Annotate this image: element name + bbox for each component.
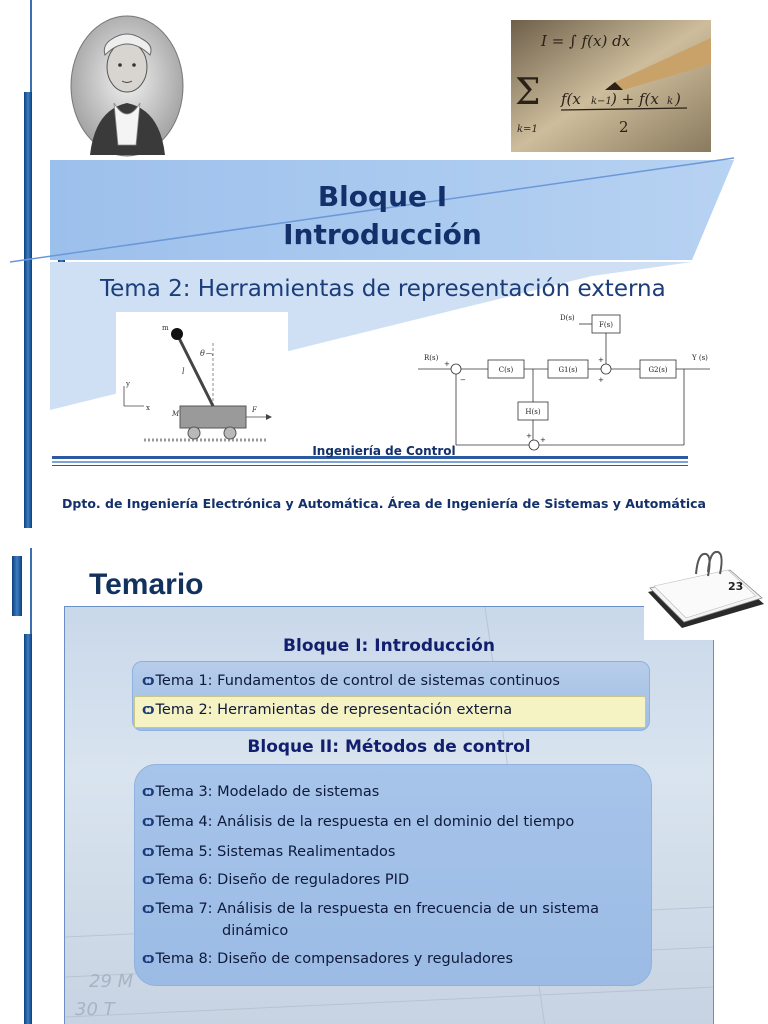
svg-text:) + f(x: ) + f(x <box>611 90 659 108</box>
sum1-plus: + <box>444 360 450 368</box>
output-label: Y (s) <box>692 354 708 362</box>
topic-item-8 <box>142 951 513 967</box>
topic-item-6 <box>142 872 409 888</box>
bullet-icon: ѻ <box>142 872 155 888</box>
portrait-image <box>70 15 184 157</box>
svg-text:k=1: k=1 <box>517 124 538 135</box>
topic-item-7-continuation: dinámico <box>222 923 289 939</box>
svg-text:30 T: 30 T <box>75 999 115 1020</box>
topic-item-1 <box>142 673 560 689</box>
svg-text:I = ∫ f(x) dx: I = ∫ f(x) dx <box>541 32 631 50</box>
topic-text: Tema 7: Análisis de la respuesta en frecuencia de un sistema <box>155 901 600 917</box>
bullet-icon: ѻ <box>142 784 155 800</box>
x-axis-label: x <box>146 404 150 412</box>
svg-text:): ) <box>675 90 681 108</box>
sum3-plus-top: + <box>526 432 532 440</box>
svg-text:Σ: Σ <box>515 72 541 113</box>
sum3-plus-right: + <box>540 436 546 444</box>
topic-text: Tema 8: Diseño de compensadores y reguladores <box>155 951 514 967</box>
left-accent-bar <box>24 634 32 1024</box>
topic-item-2 <box>142 702 512 718</box>
block-diagram <box>414 310 714 456</box>
bullet-icon: ѻ <box>142 702 155 718</box>
slide-title-line2: Introducción <box>283 218 482 251</box>
disturbance-label: D(s) <box>560 314 575 322</box>
bullet-icon: ѻ <box>142 673 155 689</box>
left-accent-bar-top <box>12 556 22 616</box>
plant2-block-label: G2(s) <box>648 366 668 374</box>
bullet-icon: ѻ <box>142 844 155 860</box>
input-label: R(s) <box>424 354 439 362</box>
force-label: F <box>252 406 257 414</box>
course-name: Ingeniería de Control <box>312 444 456 458</box>
topic-text: Tema 1: Fundamentos de control de sistemas continuos <box>155 673 560 689</box>
svg-text:f(x: f(x <box>561 90 581 108</box>
mass-label: m <box>162 324 169 332</box>
topic-item-4 <box>142 814 574 830</box>
y-axis-label: y <box>126 380 130 388</box>
topic-text: Tema 3: Modelado de sistemas <box>155 784 380 800</box>
calendar-date: 23 <box>728 580 744 593</box>
topic-text: Tema 4: Análisis de la respuesta en el dominio del tiempo <box>155 814 575 830</box>
syllabus-slide <box>0 548 768 1024</box>
bullet-icon: ѻ <box>142 951 155 967</box>
length-label: l <box>182 367 185 376</box>
sum2-plus-top: + <box>598 356 604 364</box>
formula-photo <box>511 20 711 152</box>
topic-text: Tema 2: Herramientas de representación externa <box>155 702 513 718</box>
svg-text:k: k <box>667 96 674 107</box>
slide-title: Temario <box>89 568 204 601</box>
slide-title-line1: Bloque I <box>317 180 448 213</box>
footer-rule-mid <box>52 461 688 463</box>
bullet-icon: ѻ <box>142 901 155 917</box>
bullet-icon: ѻ <box>142 814 155 830</box>
plant1-block-label: G1(s) <box>558 366 578 374</box>
sensor-block-label: H(s) <box>525 408 541 416</box>
topic-text: Tema 6: Diseño de reguladores PID <box>155 872 410 888</box>
topic-item-5 <box>142 844 395 860</box>
footer-rule-bottom <box>52 465 688 466</box>
feedforward-block-label: F(s) <box>599 321 613 329</box>
svg-text:2: 2 <box>619 118 629 136</box>
sum1-minus: − <box>460 376 466 384</box>
svg-text:k−1: k−1 <box>591 96 612 107</box>
svg-text:29 M: 29 M <box>89 971 134 992</box>
topic-text: Tema 5: Sistemas Realimentados <box>155 844 396 860</box>
block1-heading: Bloque I: Introducción <box>283 636 495 656</box>
slide-subtitle: Tema 2: Herramientas de representación externa <box>100 276 666 302</box>
topic-item-7 <box>142 901 599 917</box>
pendulum-cart-diagram <box>116 312 288 452</box>
theta-label: θ <box>200 349 205 358</box>
desk-calendar-image <box>644 548 768 640</box>
department-name: Dpto. de Ingeniería Electrónica y Automática. Área de Ingeniería de Sistemas y Automática <box>62 496 706 511</box>
block2-heading: Bloque II: Métodos de control <box>247 737 531 757</box>
controller-block-label: C(s) <box>498 366 514 374</box>
topic-item-3 <box>142 784 379 800</box>
sum2-plus-bottom: + <box>598 376 604 384</box>
cart-mass-label: M <box>172 410 180 418</box>
